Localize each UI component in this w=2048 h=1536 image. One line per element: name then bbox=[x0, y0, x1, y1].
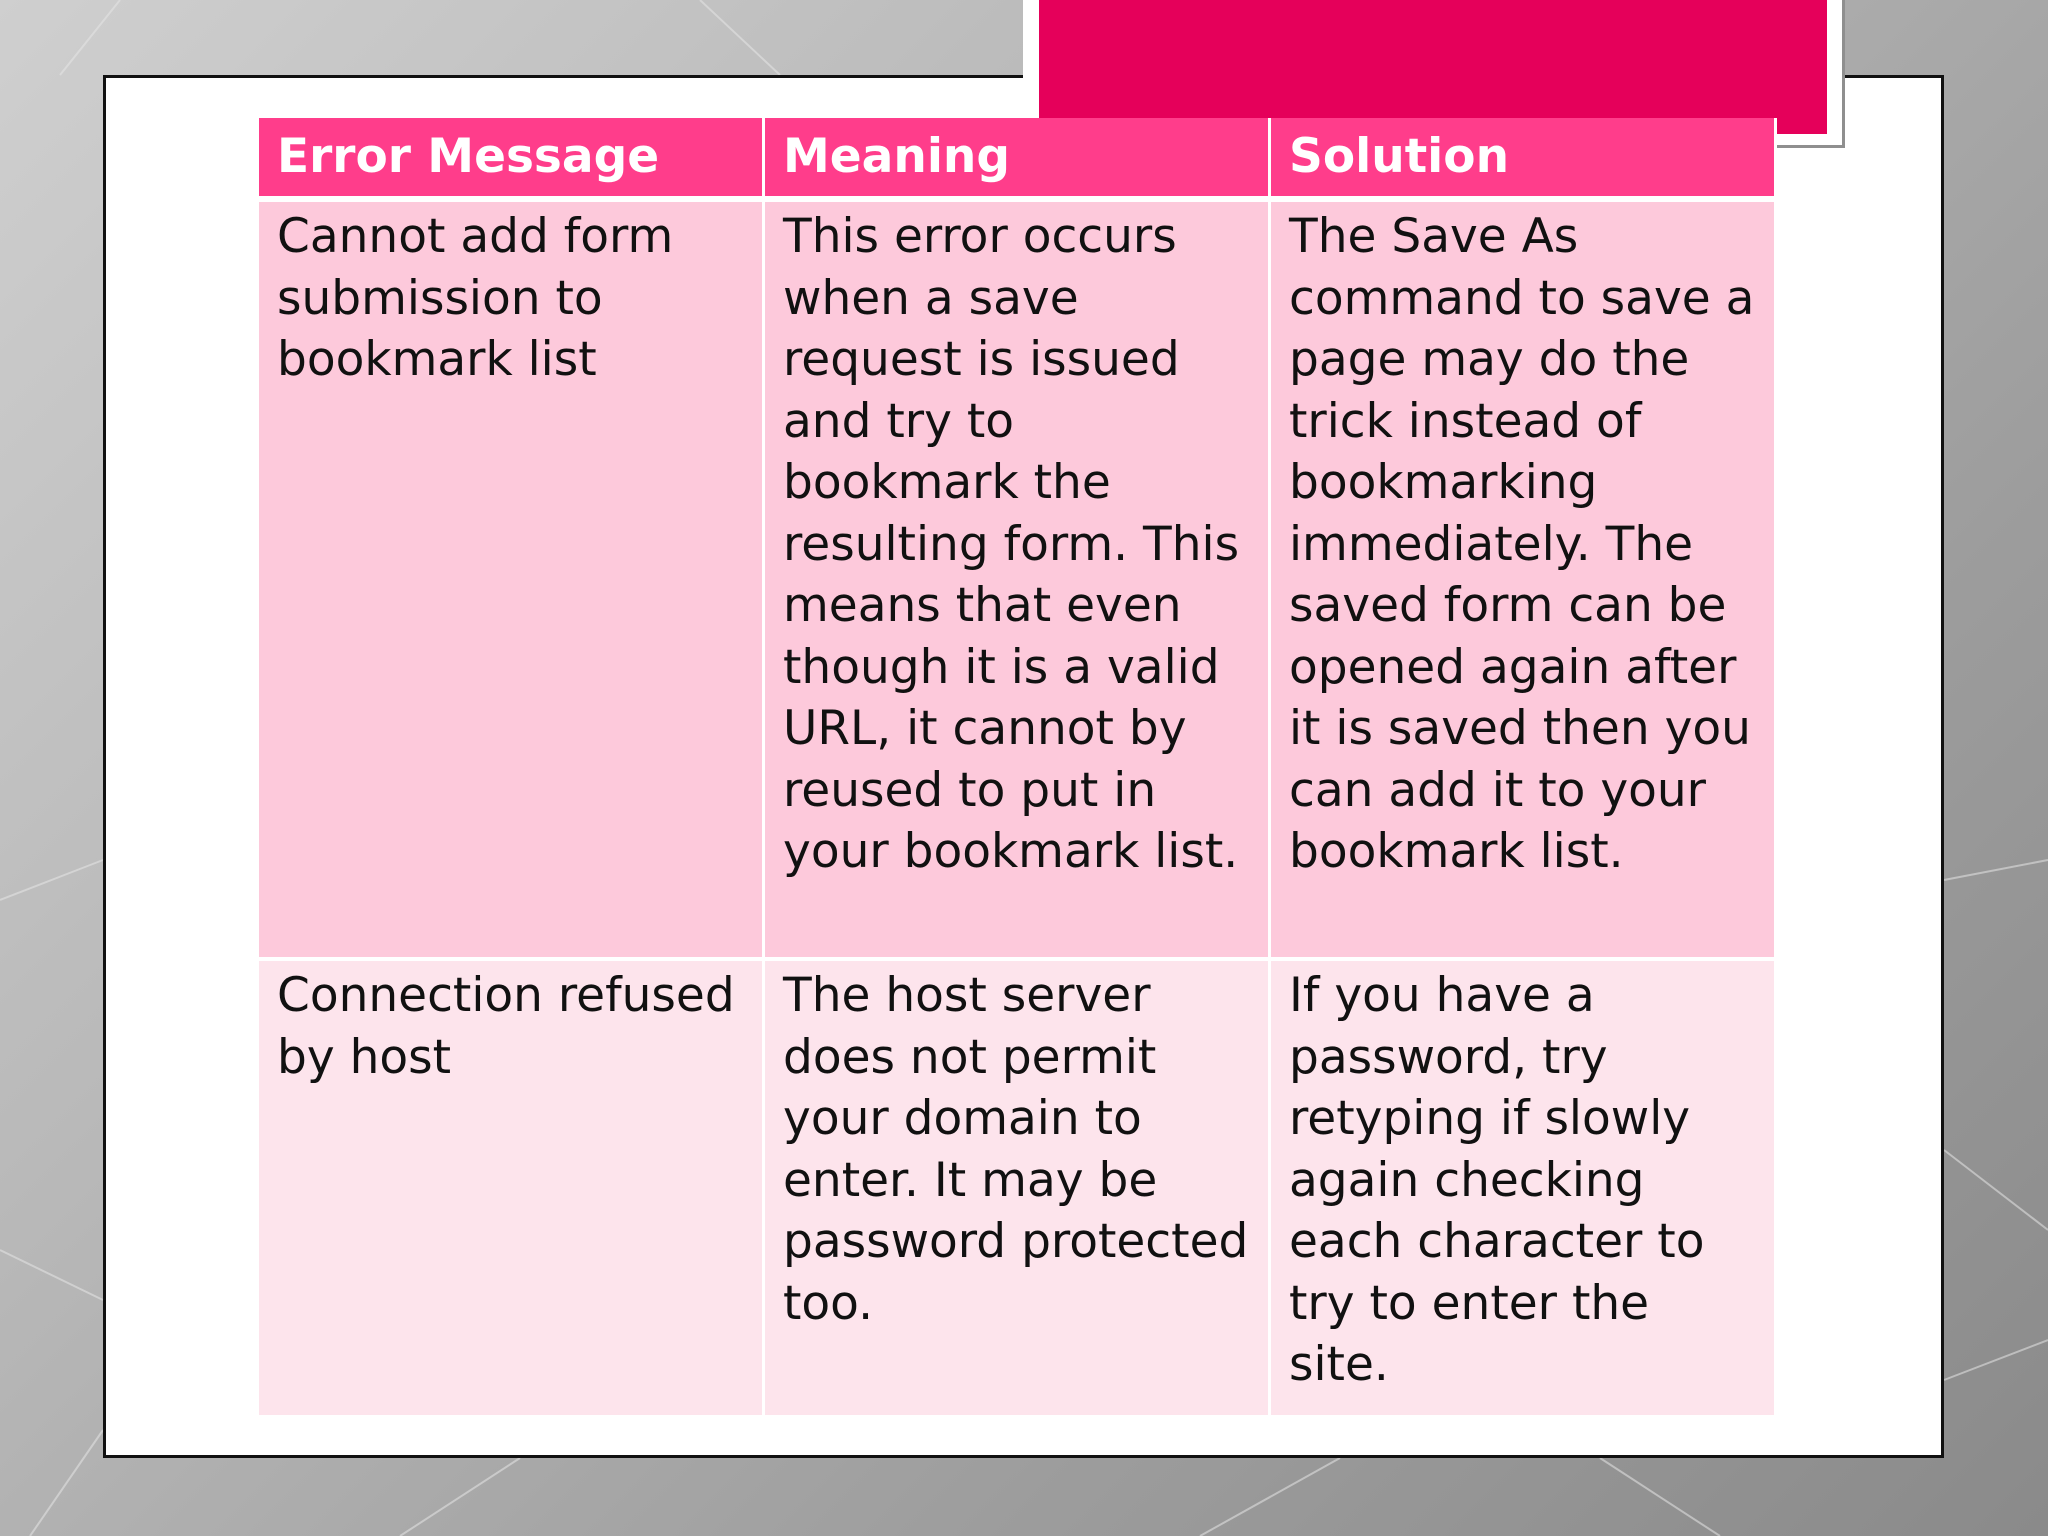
error-table-container bbox=[256, 118, 1774, 1412]
cell-meaning: This error occurs when a save request is issued and try to bookmark the resulting form. This means that even though it is a valid URL, it cannot by reused to put in your bookmark list. bbox=[764, 199, 1270, 959]
cell-error-message: Cannot add form submission to bookmark list bbox=[258, 199, 764, 959]
cell-error-message: Connection refused by host bbox=[258, 959, 764, 1415]
header-solution: Solution bbox=[1270, 118, 1776, 199]
cell-solution: The Save As command to save a page may do the trick instead of bookmarking immediately. The saved form can be opened again after it is saved then you can add it to your bookmark list. bbox=[1270, 199, 1776, 959]
header-error-message: Error Message bbox=[258, 118, 764, 199]
cell-solution: If you have a password, try retyping if slowly again checking each character to try to enter the site. bbox=[1270, 959, 1776, 1415]
accent-block bbox=[1039, 0, 1827, 134]
header-meaning: Meaning bbox=[764, 118, 1270, 199]
table-header-row bbox=[258, 118, 1776, 199]
cell-meaning: The host server does not permit your domain to enter. It may be password protected too. bbox=[764, 959, 1270, 1415]
table-row bbox=[258, 959, 1776, 1415]
error-table bbox=[256, 118, 1777, 1415]
table-row bbox=[258, 199, 1776, 959]
